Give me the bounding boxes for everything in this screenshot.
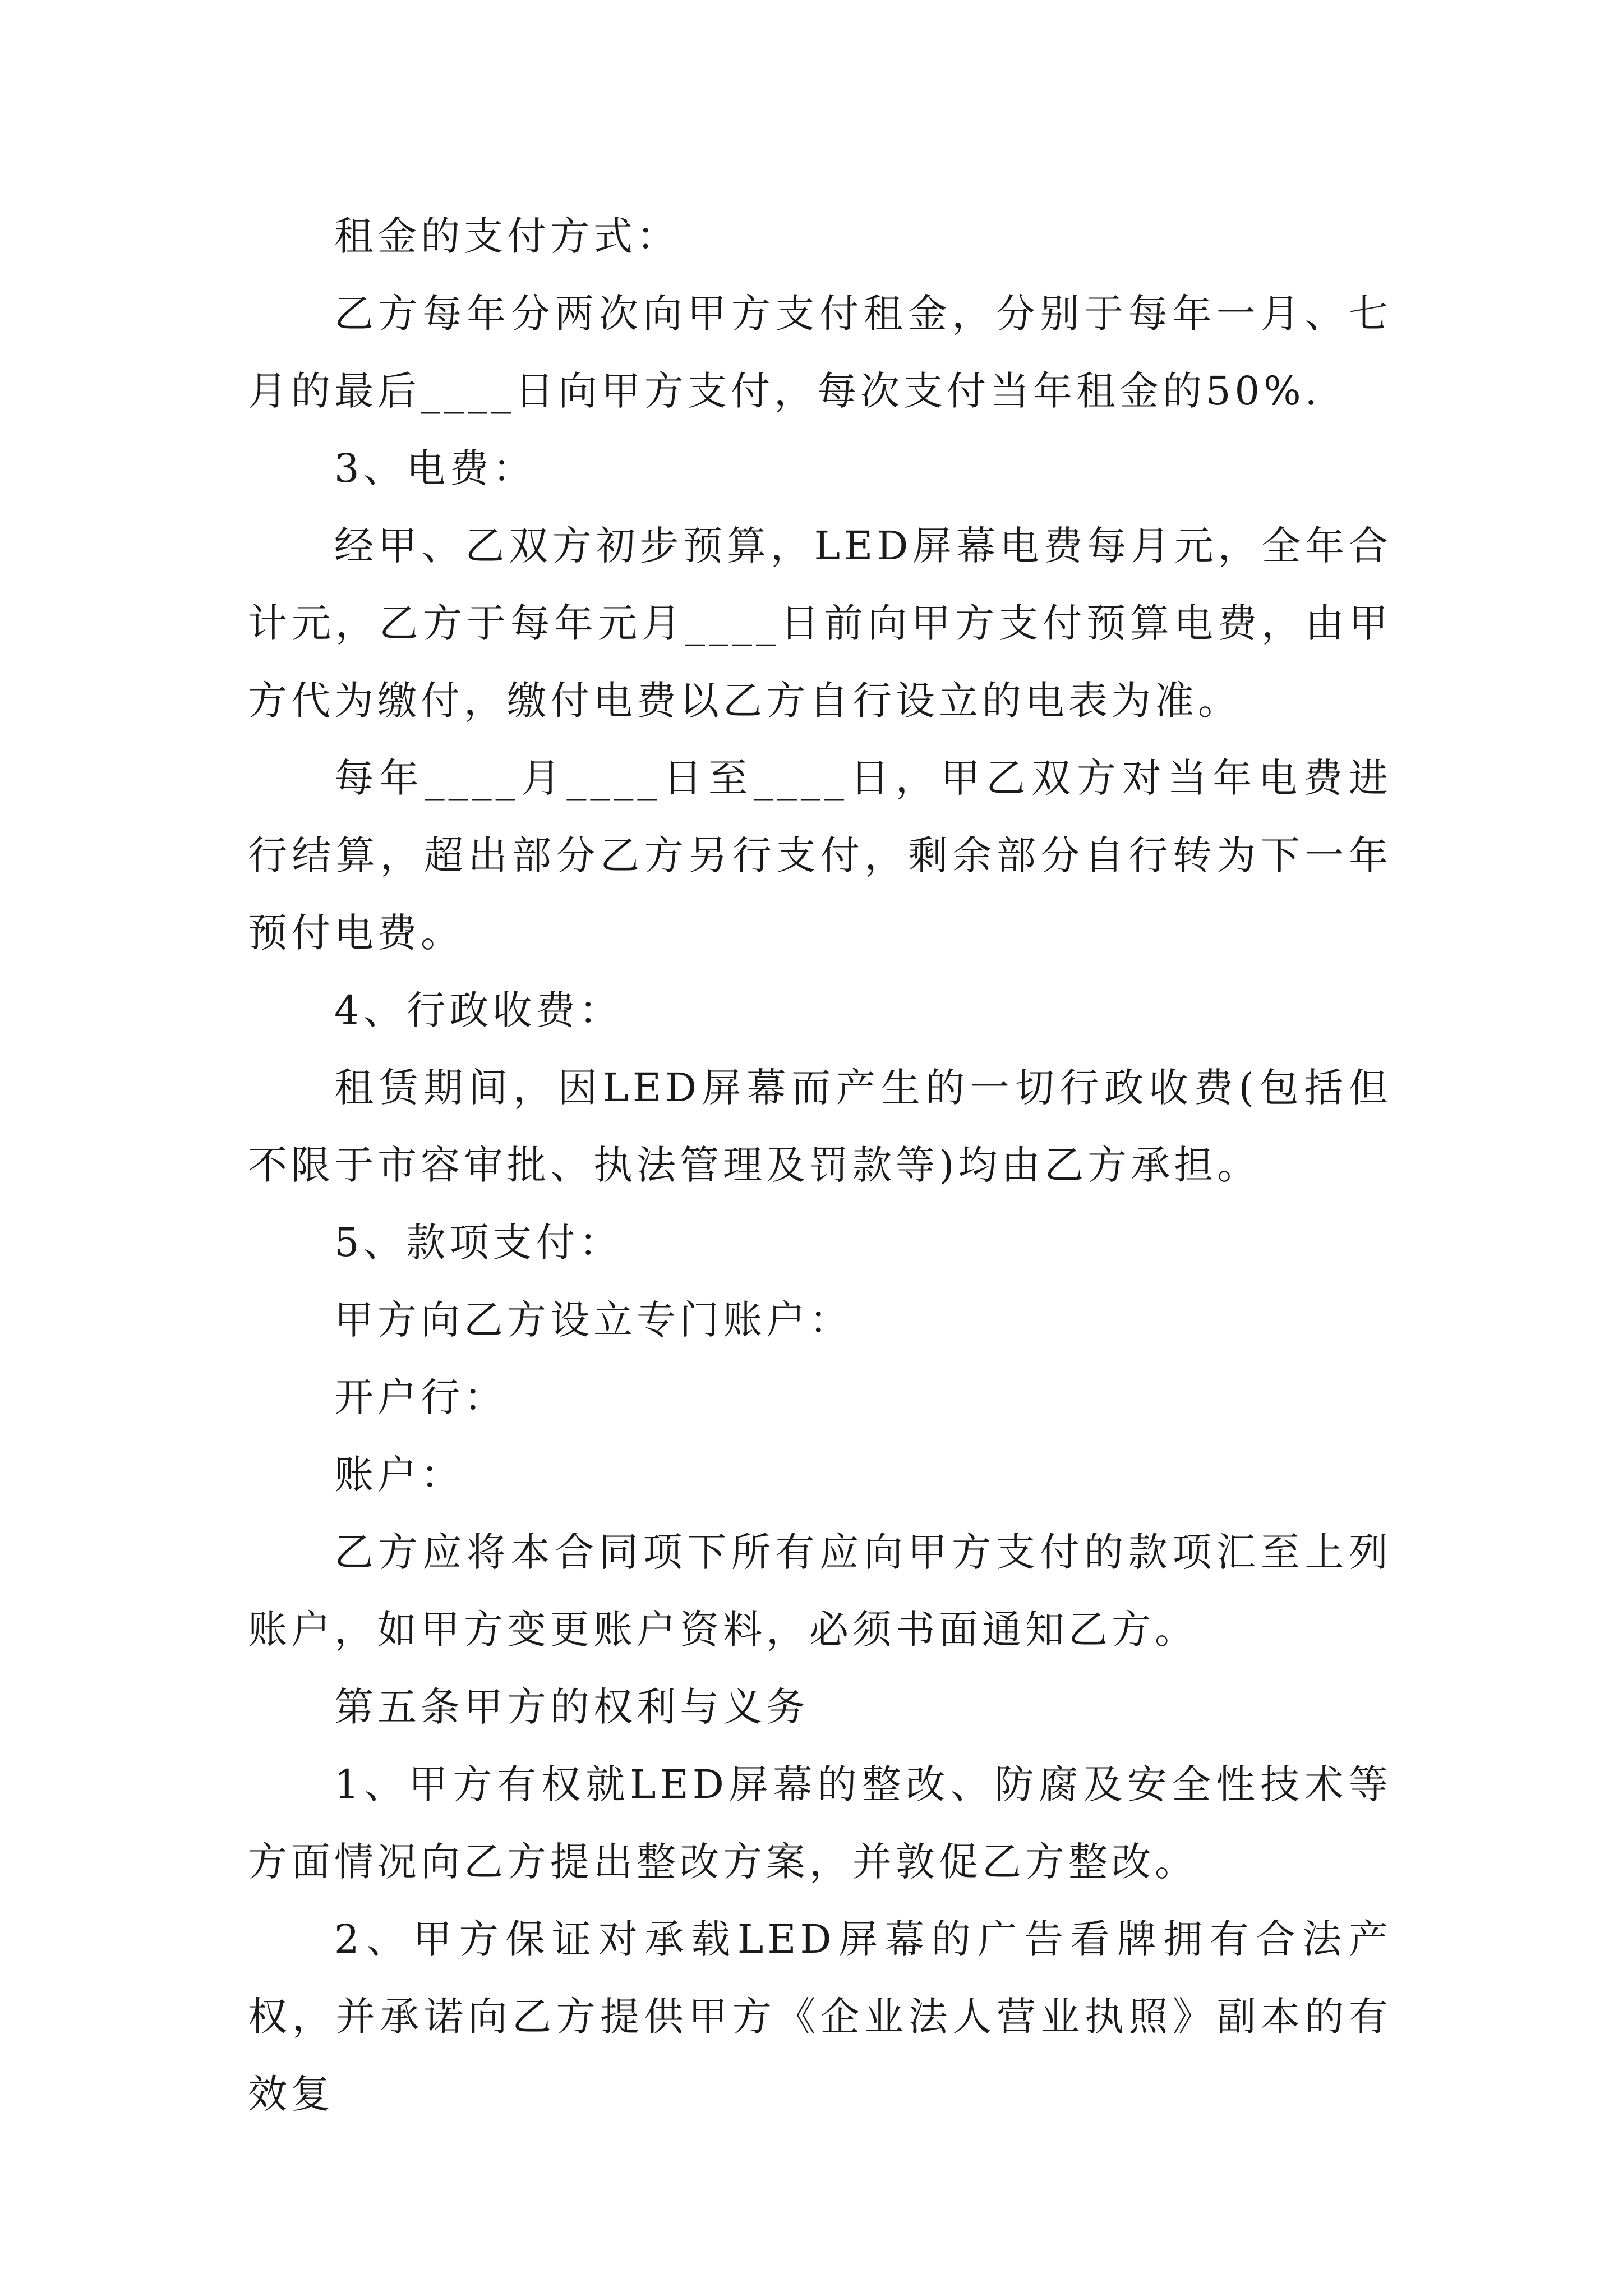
document-body <box>248 197 1392 2133</box>
paragraph-payment-heading: 5、款项支付： <box>334 1220 623 1266</box>
paragraph-bank-name: 开户行： <box>334 1374 507 1420</box>
paragraph-dedicated-account: 甲方向乙方设立专门账户： <box>334 1297 852 1343</box>
paragraph-party-a-right-2: 2、甲方保证对承载LED屏幕的广告看牌拥有合法产权，并承诺向乙方提供甲方《企业法人营业执照》副本的有效复 <box>248 1916 1392 2117</box>
paragraph-rent-payment-method-heading: 租金的支付方式： <box>334 213 680 259</box>
paragraph-account-number: 账户： <box>334 1452 464 1498</box>
paragraph-electricity-budget: 经甲、乙双方初步预算，LED屏幕电费每月元，全年合计元，乙方于每年元月____日前向甲方支付预算电费，由甲方代为缴付，缴付电费以乙方自行设立的电表为准。 <box>248 523 1392 724</box>
paragraph-article-five-heading: 第五条甲方的权利与义务 <box>334 1684 809 1730</box>
paragraph-remittance-terms: 乙方应将本合同项下所有应向甲方支付的款项汇至上列账户，如甲方变更账户资料，必须书面通知乙方。 <box>248 1529 1392 1653</box>
paragraph-administrative-fees-heading: 4、行政收费： <box>334 987 623 1033</box>
paragraph-rent-payment-terms: 乙方每年分两次向甲方支付租金，分别于每年一月、七月的最后____日向甲方支付，每次支付当年租金的50%. <box>248 291 1392 414</box>
paragraph-party-a-right-1: 1、甲方有权就LED屏幕的整改、防腐及安全性技术等方面情况向乙方提出整改方案，并敦促乙方整改。 <box>248 1761 1392 1885</box>
paragraph-administrative-fees-terms: 租赁期间，因LED屏幕而产生的一切行政收费(包括但不限于市容审批、执法管理及罚款等)均由乙方承担。 <box>248 1065 1392 1188</box>
paragraph-electricity-settlement: 每年____月____日至____日，甲乙双方对当年电费进行结算，超出部分乙方另行支付，剩余部分自行转为下一年预付电费。 <box>248 755 1392 956</box>
paragraph-electricity-heading: 3、电费： <box>334 445 536 491</box>
